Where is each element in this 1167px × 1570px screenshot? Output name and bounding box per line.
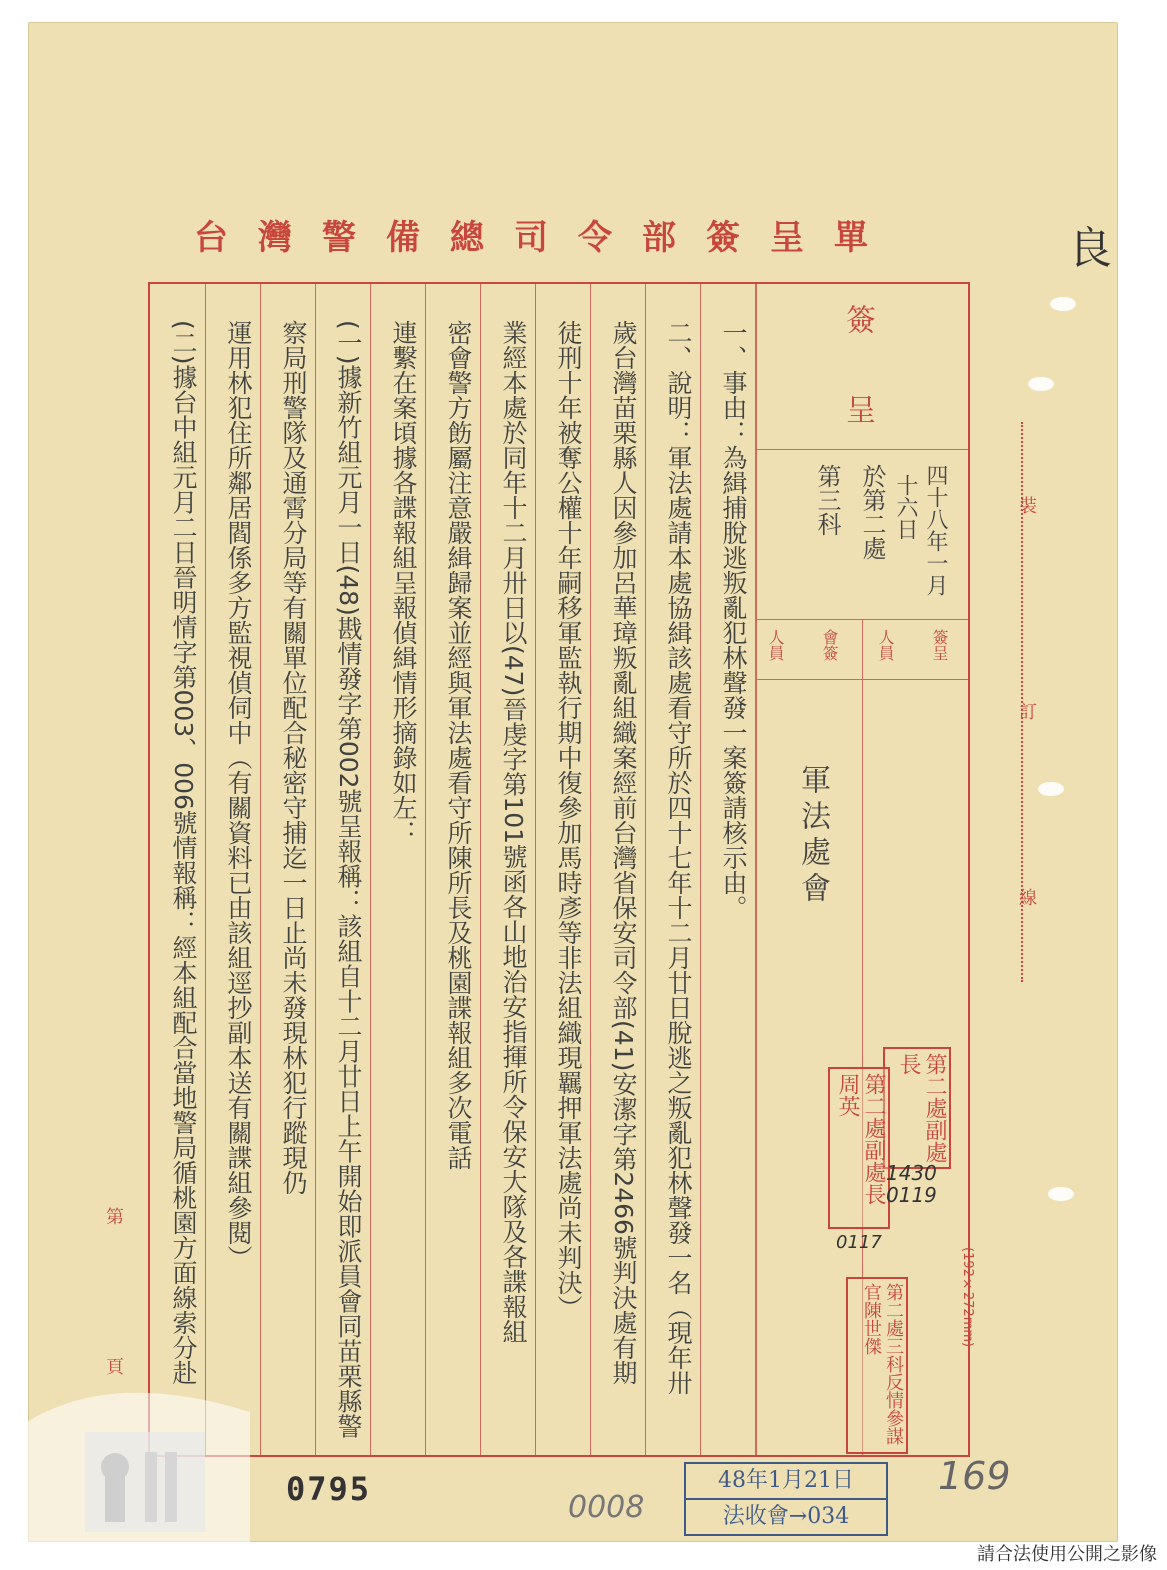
body-column: 業經本處於同年十二月卅日以(47)晉虔字第101號函各山地治安指揮所令保安大隊及各諜報組 — [499, 320, 528, 1345]
body-column: (一)據新竹組元月一日(48)戡情發字第002號呈報稱：該組自十二月廿日上午開始即派員會同苗栗縣警 — [334, 320, 363, 1439]
header-date-line1: 四十八年一月 — [923, 464, 948, 596]
body-column: (二)據台中組元月二日晉明情字第003、006號情報稱：經本組配合當地警局循桃園方面線索分赴 — [169, 320, 198, 1385]
binding-mark-zhuang: 裝 — [1016, 496, 1037, 514]
binding-dotted-line — [1021, 422, 1023, 982]
punch-hole — [1038, 782, 1064, 796]
binding-mark-ding: 訂 — [1016, 702, 1037, 720]
usage-notice: 請合法使用公開之影像 — [977, 1544, 1157, 1565]
cosign-military-law: 軍法處會 — [795, 764, 830, 908]
punch-hole — [1050, 297, 1076, 311]
header-qian: 簽 — [840, 304, 875, 334]
body-column: 運用林犯住所鄰居閻係多方監視偵伺中（有關資料已由該組逕抄副本送有關諜組參閱） — [224, 320, 253, 1270]
body-column: 一、事由：為緝捕脫逃叛亂犯林聲發一案簽請核示由。 — [719, 320, 748, 920]
document-title: 台灣警備總司令部簽呈單 — [194, 218, 898, 258]
corner-handwritten-note: 良 — [1068, 223, 1112, 274]
header-cheng: 呈 — [840, 394, 875, 424]
page-number-handwritten: 169 — [938, 1454, 1011, 1498]
page-mark-ye: 頁 — [103, 1357, 124, 1375]
pencil-note-left: 0008 — [568, 1490, 645, 1525]
archive-watermark-logo — [0, 1372, 290, 1542]
header-office-line1: 於第二處 — [858, 464, 886, 560]
stamp-deputy-chief-zhou-text: 第二處副處長周英 — [835, 1073, 886, 1205]
body-column: 連繫在案頃據各諜報組呈報偵緝情形摘錄如左： — [389, 320, 418, 845]
stamp-handwritten-date: 0117 — [836, 1232, 882, 1253]
label-huiqian: 會簽 — [820, 629, 839, 661]
stamp-counterintel-officer — [846, 1277, 908, 1454]
stamp-deputy-chief-zhou — [828, 1067, 890, 1229]
body-column: 察局刑警隊及通霄分局等有關單位配合秘密守捕迄一日止尚未發現林犯行蹤現仍 — [279, 320, 308, 1195]
body-column: 二、說明：軍法處請本處協緝該處看守所於四十七年十二月廿日脫逃之叛亂犯林聲發一名（現年卅 — [664, 320, 693, 1395]
receipt-stamp-box — [684, 1462, 888, 1536]
body-column: 密會警方飭屬注意嚴緝歸案並經與軍法處看守所陳所長及桃園諜報組多次電話 — [444, 320, 473, 1170]
serial-number: 0795 — [286, 1470, 372, 1508]
body-column: 歲台灣苗栗縣人因參加呂華璋叛亂組織案經前台灣省保安司令部(41)安潔字第2466號判決處有期 — [609, 320, 638, 1385]
stamp-counterintel-officer-text: 第二處三科反情參謀官陳世傑 — [861, 1283, 904, 1445]
stamp-handwritten-time: 1430 0119 — [886, 1161, 937, 1207]
receipt-number: 法收會→034 — [722, 1504, 850, 1529]
label-qiancheng: 簽呈 — [930, 629, 949, 661]
stamp-deputy-chief — [883, 1047, 951, 1169]
paper-size-label: (192×272mm) — [960, 1247, 975, 1348]
punch-hole — [1028, 377, 1054, 391]
header-date-line2: 十六日 — [893, 474, 918, 540]
binding-mark-xian: 線 — [1016, 888, 1037, 906]
label-renyuan2: 人員 — [766, 629, 785, 661]
document-sheet — [28, 22, 1118, 1542]
label-renyuan: 人員 — [876, 629, 895, 661]
header-office-line2: 第三科 — [813, 464, 841, 536]
page-mark-di: 第 — [103, 1207, 124, 1225]
punch-hole — [1048, 1187, 1074, 1201]
body-column: 徒刑十年被奪公權十年嗣移軍監執行期中復參加馬時彥等非法組織現羈押軍法處尚未判決） — [554, 320, 583, 1320]
receipt-date: 48年1月21日 — [686, 1464, 886, 1500]
stamp-deputy-chief-text: 第二處副處長 — [896, 1053, 947, 1163]
